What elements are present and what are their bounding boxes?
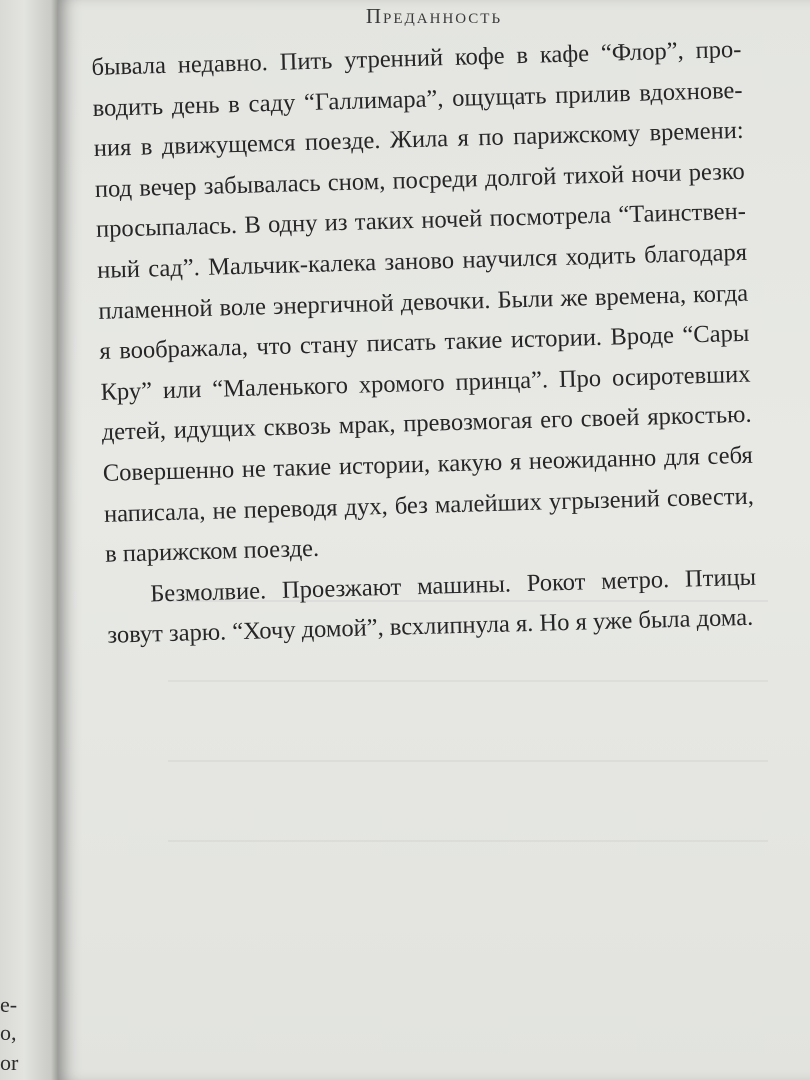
text-line: зовут зарю. “Хочу домой”, всхлипнула я. Но я уже была дома. [107,604,754,650]
bleed-through-line [168,760,768,762]
text-line: пламенной воле энергичной девочки. Были же времена, когда [97,279,749,325]
text-line: в парижском поезде. [104,534,320,568]
left-page-fragment: e- [0,992,18,1017]
text-line: я воображала, что стану писать такие истории. Вроде “Сары [99,319,750,366]
text-line: под вечер забывалась сном, посреди долгой тихой ночи резко [94,157,746,203]
paragraph [106,557,758,656]
running-head: Преданность [365,4,503,28]
text-line: просыпалась. В одну из таких ночей посмотрела “Таинствен- [95,198,747,244]
text-line: написала, не переводя дух, без малейших угрызений совести, [103,482,755,528]
text-line: детей, идущих сквозь мрак, превозмогая его своей яркостью. [101,401,752,447]
text-line: бывала недавно. Пить утренний кофе в кафе “Флор”, про- [91,35,742,81]
text-line: ный сад”. Мальчик-калека заново научился ходить благодаря [96,238,748,284]
text-line: Совершенно не такие истории, какую я неожиданно для себя [102,441,754,487]
bleed-through-line [168,680,768,682]
left-page-edge [0,0,60,1080]
text-line: Кру” или “Маленького хромого принца”. Про осиротевших [100,360,751,406]
book-page [58,0,810,1080]
paragraph [91,30,755,576]
text-line: Безмолвие. Проезжают машины. Рокот метро. Птицы [149,563,757,608]
left-page-fragment: or [0,1050,19,1075]
bleed-through-line [168,840,768,842]
text-line: ния в движущемся поезде. Жила я по парижскому времени: [93,117,744,163]
text-line: водить день в саду “Галлимара”, ощущать прилив вдохнове- [92,76,743,122]
left-page-fragment: o, [0,1020,17,1045]
body-text [91,30,758,657]
